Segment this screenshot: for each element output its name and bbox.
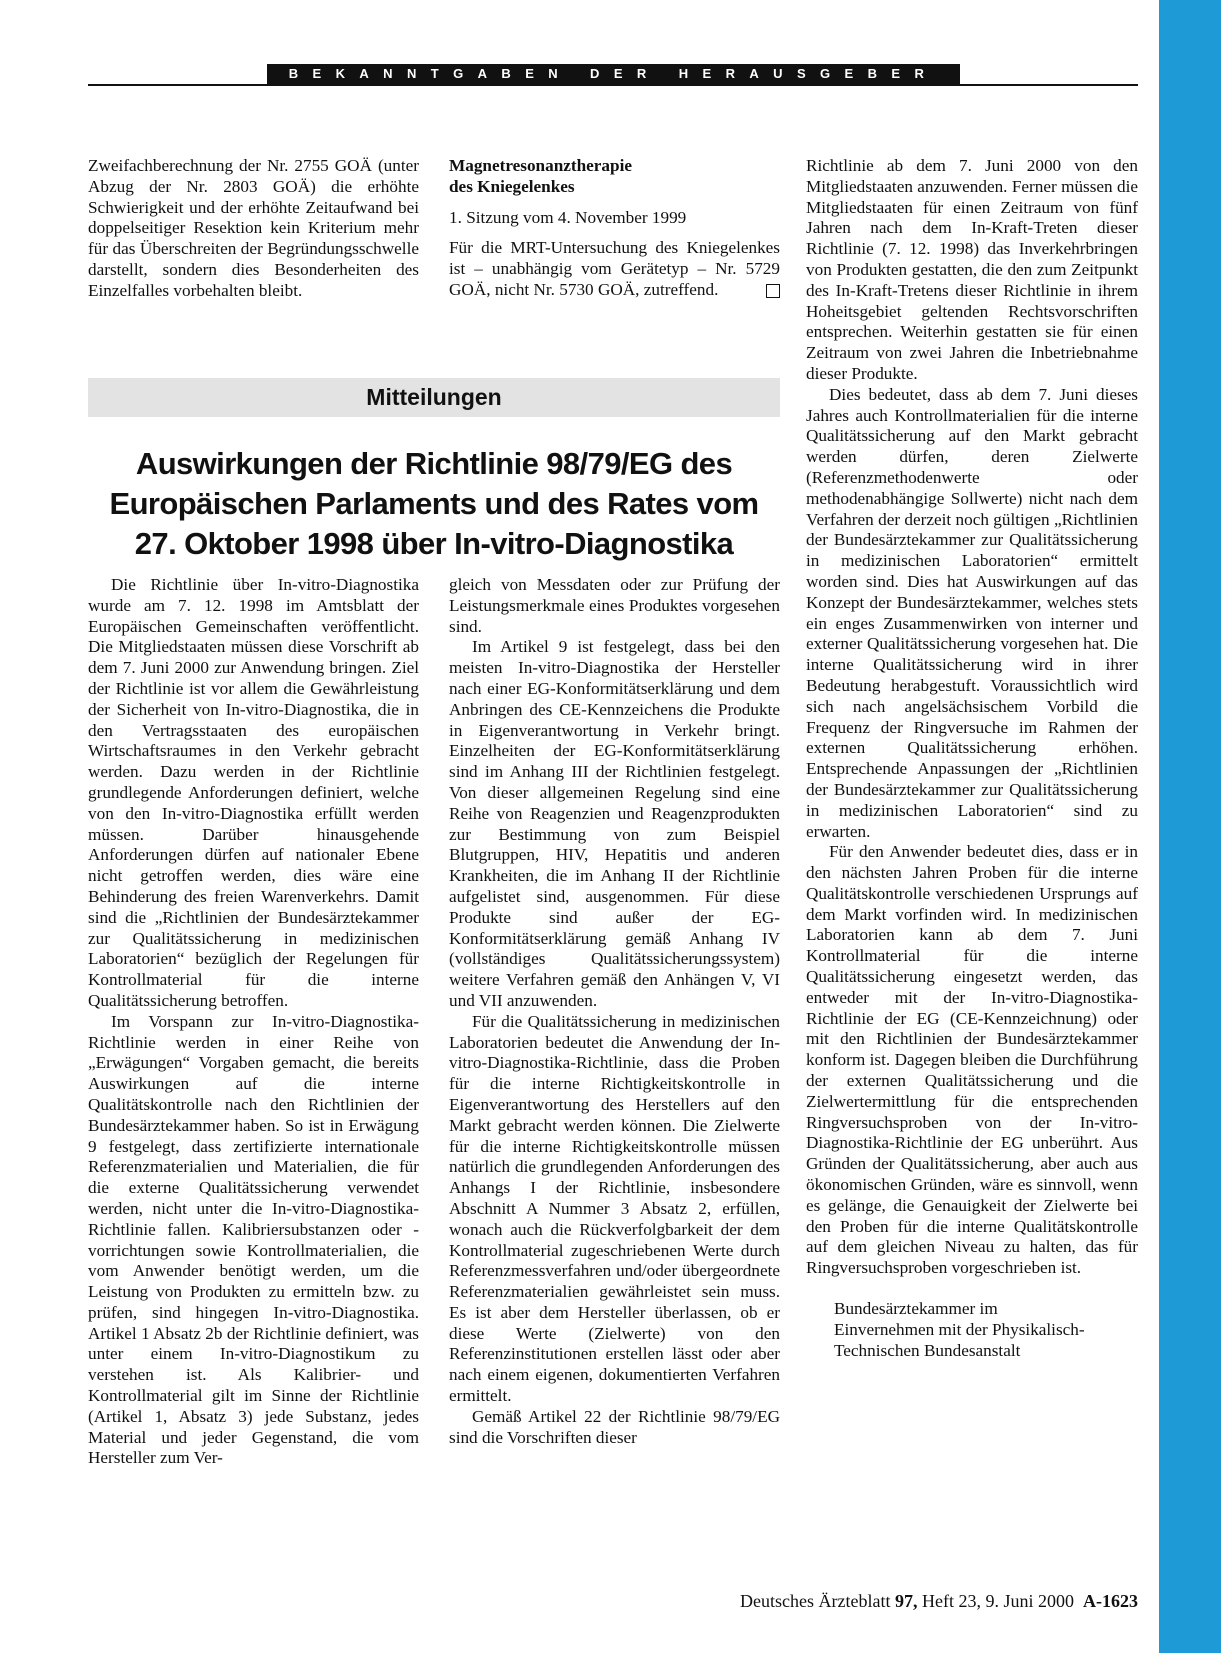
page-number: A-1623: [1083, 1591, 1138, 1611]
article-paragraph: Im Vorspann zur In-vitro-Diagnostika-Richtlinie werden in einer Reihe von „Erwägungen“ Vorgaben gemacht, die bereits Auswirkungen auf die interne Qualitätskontrolle nach den Richtlinien der Bundesärztekammer haben. So ist in Erwägung 9 festgelegt, dass zertifizierte internationale Referenzmaterialien und Materialien, die für die externe Qualitätssicherung verwendet werden, nicht unter die In-vitro-Diagnostika-Richtlinie fallen. Kalibriersubstanzen oder -vorrichtungen sowie Kontrollmaterialien, die vom Anwender benötigt werden, um die Leistung von Produkten zu ermitteln bzw. zu prüfen, sind hingegen In-vitro-Diagnostika. Artikel 1 Absatz 2b der Richtlinie definiert, was unter einem In-vitro-Diagnostikum zu verstehen ist. Als Kalibrier- und Kontrollmaterial gilt im Sinne der Richtlinie (Artikel 1, Absatz 3) jede Substanz, jedes Material und jeder Gegenstand, die vom Hersteller zum Ver-: [88, 1011, 419, 1468]
article-column-1: [88, 575, 419, 1469]
meeting-date: 1. Sitzung vom 4. November 1999: [449, 207, 687, 227]
journal-name: Deutsches Ärzteblatt: [740, 1591, 891, 1611]
article-title-line3: 27. Oktober 1998 über In-vitro-Diagnostika: [134, 526, 734, 561]
end-square-icon: [766, 284, 780, 298]
article-column-2: [449, 575, 780, 1448]
article-paragraph: Für den Anwender bedeutet dies, dass er in den nächsten Jahren Proben für die interne Qualitätskontrolle verschiedenen Ursprungs auf dem Markt vorfinden wird. In medizinischen Laboratorien kann ab dem 7. Juni Kontrollmaterial für die interne Qualitätssicherung eingesetzt werden, das entweder mit der In-vitro-Diagnostika-Richtlinie der EG (CE-Kennzeichnung) oder mit den Richtlinien der Bundesärztekammer konform ist. Dagegen bleiben die Durchführung der externen Qualitätssicherung und die Zielwertermittlung für die entsprechenden Ringversuchsproben von der In-vitro-Diagnostika-Richtlinie der EG unberührt. Aus Gründen der Qualitätssicherung, aber auch aus ökonomischen Gründen, wäre es sinnvoll, wenn es gelänge, die Genauigkeit der Zielwerte bei den Proben für die interne Qualitätskontrolle auf dem gleichen Niveau zu halten, das für Ringversuchsproben vorgeschrieben ist.: [806, 842, 1138, 1278]
article-paragraph: Dies bedeutet, dass ab dem 7. Juni dieses Jahres auch Kontrollmaterialien für die interne Qualitätssicherung auf den Markt gebracht werden dürfen, deren Zielwerte (Referenzmethodenwerte oder methodenabhängige Sollwerte) nicht nach dem Verfahren der derzeit noch gültigen „Richtlinien der Bundesärztekammer zur Qualitätssicherung in medizinischen Laboratorien“ ermittelt worden sind. Dies hat Auswirkungen auf das Konzept der Bundesärztekammer, welches stets ein enges Zusammenwirken von interner und externer Qualitätssicherung vorgesehen hat. Die interne Qualitätssicherung wird in ihrer Bedeutung herabgestuft. Voraussichtlich wird sich nach angelsächsischem Vorbild die Frequenz der Ringversuche im Rahmen der externen Qualitätssicherung erhöhen. Entsprechende Anpassungen der „Richtlinien der Bundesärztekammer zur Qualitätssicherung in medizinischen Laboratorien“ sind zu erwarten.: [806, 384, 1138, 841]
article-title: [88, 444, 780, 564]
signature-line: Technischen Bundesanstalt: [834, 1340, 1021, 1360]
signature-line: Einvernehmen mit der Physikalisch-: [834, 1319, 1085, 1339]
top-col2-text-body: Für die MRT-Untersuchung des Kniegelenkes ist – unabhängig vom Gerätetyp – Nr. 5729 GOÄ, nicht Nr. 5730 GOÄ, zutreffend.: [449, 238, 780, 299]
page-footer: [600, 1591, 1138, 1612]
issue-date: Heft 23, 9. Juni 2000: [922, 1591, 1074, 1611]
subsection-heading-line2: des Kniegelenkes: [449, 176, 575, 196]
top-col1-text: Zweifachberechnung der Nr. 2755 GOÄ (unter Abzug der Nr. 2803 GOÄ) die erhöhte Schwierigkeit und der erhöhte Zeitaufwand bei doppelseitiger Resektion kein Kriterium mehr für das Überschreiten der Begründungsschwelle darstellt, sondern dies Besonderheiten des Einzelfalles vorbehalten bleibt.: [88, 156, 419, 300]
top-column-2: [449, 156, 780, 301]
volume-number: 97,: [895, 1591, 918, 1611]
article-paragraph: Für die Qualitätssicherung in medizinischen Laboratorien bedeutet die Anwendung der In-vitro-Diagnostika-Richtlinie, dass die Proben für die interne Richtigkeitskontrolle in Eigenverantwortung des Herstellers auf den Markt gebracht werden können. Die Zielwerte für die interne Richtigkeitskontrolle müssen natürlich die grundlegenden Anforderungen des Anhangs I der Richtlinie, insbesondere Abschnitt A Nummer 3 Absatz 2, erfüllen, wonach auch die Rückverfolgbarkeit der dem Kontrollmaterial zugeschriebenen Werte durch Referenzmessverfahren und/oder übergeordnete Referenzmaterialien gewährleistet sein muss. Es ist aber dem Hersteller überlassen, ob er diese Werte (Zielwerte) von den Referenzinstitutionen erstellen lässt oder aber nach einem eigenen, dokumentierten Verfahren ermittelt.: [449, 1011, 780, 1406]
article-title-line1: Auswirkungen der Richtlinie 98/79/EG des: [135, 446, 733, 481]
side-color-bar: [1159, 0, 1221, 1653]
article-paragraph: Richtlinie ab dem 7. Juni 2000 von den Mitgliedstaaten anzuwenden. Ferner müssen die Mitgliedstaaten für einen Zeitraum von fünf Jahren nach dem In-Kraft-Treten dieser Richtlinie (7. 12. 1998) das Inverkehrbringen von Produkten gestatten, die den zum Zeitpunkt des In-Kraft-Tretens dieser Richtlinie in ihrem Hoheitsgebiet geltenden Rechtsvorschriften entsprechen. Weiterhin gestatten sie für einen Zeitraum von zwei Jahren die Inbetriebnahme dieser Produkte.: [806, 156, 1138, 383]
article-paragraph: gleich von Messdaten oder zur Prüfung der Leistungsmerkmale eines Produktes vorgesehen sind.: [449, 575, 780, 636]
signature-block: [806, 1299, 1138, 1361]
section-label: Mitteilungen: [88, 378, 780, 417]
article-column-3: [806, 156, 1138, 1361]
header-rule: [88, 84, 1138, 86]
subsection-heading-line1: Magnetresonanztherapie: [449, 156, 632, 175]
top-column-1: [88, 156, 419, 302]
article-title-line2: Europäischen Parlaments und des Rates vom: [109, 486, 759, 521]
section-header-band: BEKANNTGABEN DER HERAUSGEBER: [267, 64, 960, 84]
signature-line: Bundesärztekammer im: [834, 1299, 998, 1319]
top-col2-text: [449, 238, 780, 300]
article-paragraph: Gemäß Artikel 22 der Richtlinie 98/79/EG sind die Vorschriften dieser: [449, 1406, 780, 1447]
article-paragraph: Im Artikel 9 ist festgelegt, dass bei den meisten In-vitro-Diagnostika der Hersteller nach einer EG-Konformitätserklärung und dem Anbringen des CE-Kennzeichens die Produkte in Eigenverantwortung in Verkehr bringt. Einzelheiten der EG-Konformitätserklärung sind im Anhang III der Richtlinien festgelegt. Von dieser allgemeinen Regelung sind eine Reihe von Reagenzien und Reagenzprodukten zur Bestimmung von zum Beispiel Blutgruppen, HIV, Hepatitis und anderen Krankheiten, die im Anhang II der Richtlinie aufgelistet sind, ausgenommen. Für diese Produkte sind außer der EG-Konformitätserklärung gemäß Anhang IV (vollständiges Qualitätssicherungssystem) weitere Verfahren gemäß den Anhängen V, VI und VII anzuwenden.: [449, 637, 780, 1010]
article-paragraph: Die Richtlinie über In-vitro-Diagnostika wurde am 7. 12. 1998 im Amtsblatt der Europäischen Gemeinschaften veröffentlicht. Die Mitgliedstaaten müssen diese Vorschrift ab dem 7. Juni 2000 zur Anwendung bringen. Ziel der Richtlinie ist vor allem die Gewährleistung der Sicherheit von In-vitro-Diagnostika, die in den Vertragsstaaten des europäischen Wirtschaftsraumes in den Verkehr gebracht werden. Dazu werden in der Richtlinie grundlegende Anforderungen definiert, welche von den In-vitro-Diagnostika erfüllt werden müssen. Darüber hinausgehende Anforderungen dürfen auf nationaler Ebene nicht getroffen werden, dies wäre eine Behinderung des freien Warenverkehrs. Damit sind die „Richtlinien der Bundesärztekammer zur Qualitätssicherung in medizinischen Laboratorien“ bezüglich der Regelungen für Kontrollmaterial für die interne Qualitätssicherung betroffen.: [88, 575, 419, 1010]
